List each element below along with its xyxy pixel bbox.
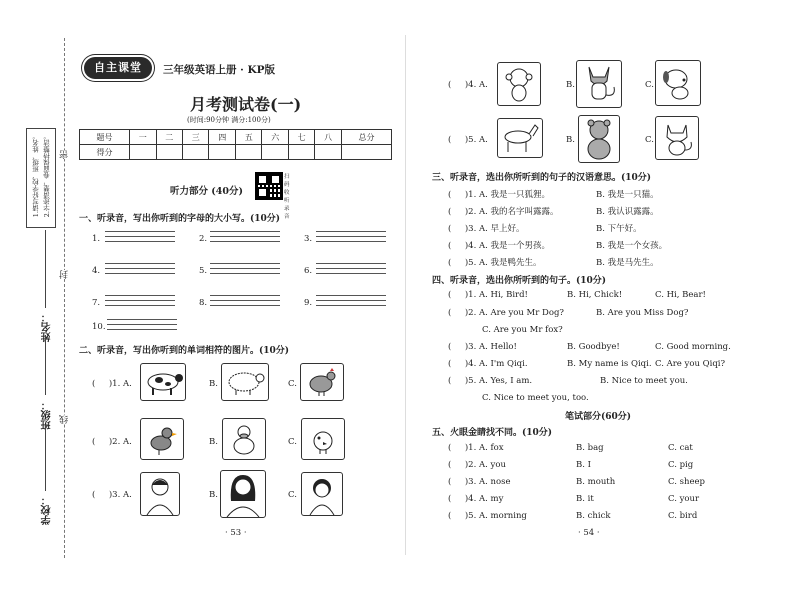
paren-close: ) bbox=[464, 494, 469, 504]
bear-drawing bbox=[579, 116, 619, 162]
s5-q4-b: B. it bbox=[576, 494, 594, 504]
s5-q2-c: C. pig bbox=[668, 460, 694, 470]
s2-q5-opt-b: B. bbox=[566, 135, 575, 145]
q1-writing-lines[interactable] bbox=[105, 231, 175, 246]
s3-q3-b: B. 下午好。 bbox=[596, 224, 642, 234]
paren-open: ( bbox=[448, 511, 452, 521]
s4-q3-a: Hello! bbox=[490, 342, 517, 352]
s4-q4-paren[interactable] bbox=[448, 359, 528, 369]
score-input[interactable] bbox=[288, 145, 314, 160]
section2-title: 二、听录音，写出你听到的单词相符的图片。(10分) bbox=[79, 346, 290, 356]
q8-writing-lines[interactable] bbox=[210, 295, 280, 310]
s5-q5-a: 5. A. morning bbox=[468, 511, 527, 521]
s2-q2-opt-b: B. bbox=[209, 437, 218, 447]
score-input[interactable] bbox=[341, 145, 391, 160]
qr-caption bbox=[284, 173, 292, 221]
chick-icon[interactable] bbox=[301, 418, 345, 460]
seal-char-3: 线 bbox=[60, 415, 70, 424]
q3-writing-lines[interactable] bbox=[316, 231, 386, 246]
paren-close: ) bbox=[464, 460, 469, 470]
s3-q3-paren[interactable] bbox=[448, 222, 525, 234]
s5-q5-c: C. bird bbox=[668, 511, 698, 521]
q9-number: 9. bbox=[304, 298, 313, 308]
qr-corner bbox=[257, 187, 268, 198]
s5-q4-c: C. your bbox=[668, 494, 700, 504]
score-cell: 二 bbox=[156, 130, 182, 145]
school-label: 学校： bbox=[42, 495, 53, 525]
s4-q5-b: B. Nice to meet you. bbox=[600, 376, 688, 386]
q10-number: 10. bbox=[92, 322, 106, 332]
s2-q4-paren[interactable] bbox=[448, 80, 488, 90]
s2-q3-paren[interactable] bbox=[92, 490, 132, 500]
s5-q1-a: 1. A. fox bbox=[468, 443, 504, 453]
q8-number: 8. bbox=[199, 298, 208, 308]
s5-q3-a: 3. A. nose bbox=[468, 477, 511, 487]
s3-q5-paren[interactable] bbox=[448, 256, 542, 268]
listening-header: 听力部分 (40分) bbox=[170, 186, 244, 197]
paren-close: ) bbox=[464, 308, 469, 318]
s4-q2-num: 2. A. bbox=[468, 308, 488, 318]
s2-q2-num: 2. A. bbox=[112, 437, 132, 447]
paren-open: ( bbox=[92, 379, 96, 389]
qr-corner bbox=[257, 174, 268, 185]
page-divider bbox=[405, 35, 406, 555]
score-input[interactable] bbox=[130, 145, 156, 160]
notice-line-1: 1.请写好学校、班级、姓名。 bbox=[32, 133, 40, 218]
s5-q5-b: B. chick bbox=[576, 511, 611, 521]
paren-open: ( bbox=[448, 308, 452, 318]
seal-char-2: 封 bbox=[60, 270, 70, 279]
score-cell: 总分 bbox=[341, 130, 391, 145]
q7-writing-lines[interactable] bbox=[105, 295, 175, 310]
seal-line bbox=[64, 38, 65, 558]
paren-open: ( bbox=[448, 80, 452, 90]
s3-q1-paren[interactable] bbox=[448, 188, 550, 200]
paren-close: ) bbox=[464, 511, 469, 521]
s3-q4-num: 4. A. bbox=[468, 241, 488, 251]
paren-close: ) bbox=[464, 190, 469, 200]
seal-char-1: 密 bbox=[60, 150, 70, 159]
s2-q4-num: 4. A. bbox=[468, 80, 488, 90]
s2-q5-opt-c: C. bbox=[645, 135, 654, 145]
qr-code-icon[interactable] bbox=[255, 172, 283, 200]
paren-close: ) bbox=[464, 290, 469, 300]
score-cell: 六 bbox=[262, 130, 288, 145]
paren-close: ) bbox=[464, 80, 469, 90]
s4-q4-a: I'm Qiqi. bbox=[490, 359, 528, 369]
paren-close: ) bbox=[464, 207, 469, 217]
score-table-header-row bbox=[80, 130, 392, 145]
paren-open: ( bbox=[448, 290, 452, 300]
s4-q1-a: Hi, Bird! bbox=[490, 290, 528, 300]
s5-q1-c: C. cat bbox=[668, 443, 693, 453]
s3-q4-a: 我是一个男孩。 bbox=[490, 241, 551, 251]
s3-q5-num: 5. A. bbox=[468, 258, 488, 268]
s3-q2-num: 2. A. bbox=[468, 207, 488, 217]
s4-q1-paren[interactable] bbox=[448, 290, 528, 300]
score-table-score-row bbox=[80, 145, 392, 160]
q4-number: 4. bbox=[92, 266, 101, 276]
s3-q5-a: 我是鸭先生。 bbox=[490, 258, 542, 268]
woman-icon[interactable] bbox=[220, 470, 266, 518]
s3-q5-b: B. 我是马先生。 bbox=[596, 258, 659, 268]
paren-close: ) bbox=[464, 241, 469, 251]
score-input[interactable] bbox=[183, 145, 209, 160]
q2-writing-lines[interactable] bbox=[210, 231, 280, 246]
s4-q4-c: C. Are you Qiqi? bbox=[655, 359, 726, 369]
notice-box bbox=[26, 128, 56, 228]
sheep-icon[interactable] bbox=[221, 363, 269, 401]
paren-close: ) bbox=[464, 258, 469, 268]
class-label: 班级： bbox=[42, 400, 53, 430]
paren-open: ( bbox=[448, 207, 452, 217]
s5-q4-a: 4. A. my bbox=[468, 494, 504, 504]
hen-drawing bbox=[301, 364, 343, 400]
s2-q1-opt-c: C. bbox=[288, 379, 297, 389]
q6-number: 6. bbox=[304, 266, 313, 276]
s2-q5-num: 5. A. bbox=[468, 135, 488, 145]
boy-icon[interactable] bbox=[140, 472, 180, 516]
paren-close: ) bbox=[108, 437, 113, 447]
s2-q1-num: 1. A. bbox=[112, 379, 132, 389]
s2-q1-paren[interactable] bbox=[92, 379, 132, 389]
name-field[interactable] bbox=[45, 230, 46, 308]
paren-open: ( bbox=[448, 359, 452, 369]
paren-open: ( bbox=[448, 224, 452, 234]
qr-corner bbox=[270, 174, 281, 185]
s2-q2-opt-c: C. bbox=[288, 437, 297, 447]
score-cell: 一 bbox=[130, 130, 156, 145]
sheep-drawing bbox=[222, 364, 268, 400]
series-title: 三年级英语上册 · KP版 bbox=[163, 64, 275, 76]
cow-icon[interactable] bbox=[140, 363, 186, 401]
paren-open: ( bbox=[448, 258, 452, 268]
paren-close: ) bbox=[464, 224, 469, 234]
paren-open: ( bbox=[92, 437, 96, 447]
monkey-drawing bbox=[498, 63, 540, 105]
s5-q3-c: C. sheep bbox=[668, 477, 705, 487]
monkey-icon[interactable] bbox=[497, 62, 541, 106]
score-table bbox=[79, 129, 392, 160]
section3-title: 三、听录音，选出你所听到的句子的汉语意思。(10分) bbox=[432, 173, 652, 183]
s2-q2-paren[interactable] bbox=[92, 437, 132, 447]
q4-writing-lines[interactable] bbox=[105, 263, 175, 278]
s3-q4-paren[interactable] bbox=[448, 239, 550, 251]
s4-q2-b: B. Are you Miss Dog? bbox=[596, 308, 689, 318]
paren-open: ( bbox=[448, 376, 452, 386]
paren-close: ) bbox=[464, 376, 469, 386]
s4-q1-c: C. Hi, Bear! bbox=[655, 290, 706, 300]
s3-q3-a: 早上好。 bbox=[490, 224, 525, 234]
q5-number: 5. bbox=[199, 266, 208, 276]
s5-q3-paren[interactable] bbox=[448, 477, 511, 487]
s5-q2-b: B. I bbox=[576, 460, 592, 470]
brand-logo: 自主课堂 bbox=[84, 57, 152, 79]
s3-q1-a: 我是一只狐狸。 bbox=[490, 190, 551, 200]
score-cell: 五 bbox=[235, 130, 261, 145]
s5-q3-b: B. mouth bbox=[576, 477, 616, 487]
s5-q2-a: 2. A. you bbox=[468, 460, 506, 470]
s4-q5-a: Yes, I am. bbox=[490, 376, 533, 386]
s5-q2-paren[interactable] bbox=[448, 460, 506, 470]
section1-title: 一、听录音，写出你听到的字母的大小写。(10分) bbox=[79, 214, 281, 224]
s2-q5-paren[interactable] bbox=[448, 135, 488, 145]
exam-subtitle: (时间:90分钟 满分:100分) bbox=[187, 116, 271, 124]
s4-q5-num: 5. A. bbox=[468, 376, 488, 386]
cow-drawing bbox=[141, 364, 185, 400]
paren-close: ) bbox=[464, 477, 469, 487]
score-cell: 三 bbox=[183, 130, 209, 145]
paren-close: ) bbox=[464, 342, 469, 352]
s4-q3-c: C. Good morning. bbox=[655, 342, 731, 352]
girl-icon[interactable] bbox=[301, 472, 343, 516]
paren-open: ( bbox=[448, 443, 452, 453]
paren-open: ( bbox=[448, 477, 452, 487]
s5-q1-b: B. bag bbox=[576, 443, 604, 453]
s4-q5-paren[interactable] bbox=[448, 376, 532, 386]
s4-q4-b: B. My name is Qiqi. bbox=[567, 359, 652, 369]
chick-drawing bbox=[302, 419, 344, 459]
section4-title: 四、听录音，选出你所听到的句子。(10分) bbox=[432, 276, 607, 286]
horse-icon[interactable] bbox=[497, 118, 543, 158]
s2-q1-opt-b: B. bbox=[209, 379, 218, 389]
score-input[interactable] bbox=[156, 145, 182, 160]
section5-title: 五、火眼金睛找不同。(10分) bbox=[432, 428, 553, 438]
hen-icon[interactable] bbox=[300, 363, 344, 401]
page-number-right: · 54 · bbox=[578, 528, 600, 538]
qr-caption-line: 扫码 bbox=[284, 174, 290, 188]
bear-icon[interactable] bbox=[578, 115, 620, 163]
fox-drawing bbox=[577, 61, 621, 107]
s3-q1-b: B. 我是一只猫。 bbox=[596, 190, 659, 200]
paren-close: ) bbox=[464, 135, 469, 145]
written-header: 笔试部分(60分) bbox=[565, 412, 632, 422]
s3-q2-a: 我的名字叫露露。 bbox=[490, 207, 559, 217]
s2-q4-opt-b: B. bbox=[566, 80, 575, 90]
bird-drawing bbox=[141, 419, 183, 459]
bird-icon[interactable] bbox=[140, 418, 184, 460]
score-cell: 八 bbox=[315, 130, 341, 145]
s2-q3-opt-b: B. bbox=[209, 490, 218, 500]
s4-q5-c: C. Nice to meet you, too. bbox=[482, 393, 589, 403]
s5-q1-paren[interactable] bbox=[448, 443, 504, 453]
girl-drawing bbox=[302, 473, 342, 515]
notice-line-2: 2.字迹清楚，卷面保持整洁。 bbox=[43, 133, 51, 218]
s2-q3-num: 3. A. bbox=[112, 490, 132, 500]
qr-caption-line: 收听 bbox=[284, 190, 290, 204]
q9-writing-lines[interactable] bbox=[316, 295, 386, 310]
paren-open: ( bbox=[92, 490, 96, 500]
s4-q2-c: C. Are you Mr fox? bbox=[482, 325, 563, 335]
q10-writing-lines[interactable] bbox=[107, 319, 177, 334]
fox-icon[interactable] bbox=[576, 60, 622, 108]
q7-number: 7. bbox=[92, 298, 101, 308]
score-cell: 四 bbox=[209, 130, 235, 145]
qr-caption-line: 录音 bbox=[284, 206, 290, 220]
q6-writing-lines[interactable] bbox=[316, 263, 386, 278]
class-field[interactable] bbox=[45, 335, 46, 395]
paren-open: ( bbox=[448, 342, 452, 352]
dog-drawing bbox=[656, 61, 700, 105]
score-cell: 七 bbox=[288, 130, 314, 145]
s3-q1-num: 1. A. bbox=[468, 190, 488, 200]
s3-q2-b: B. 我认识露露。 bbox=[596, 207, 659, 217]
paren-close: ) bbox=[108, 379, 113, 389]
binding-strip bbox=[0, 0, 70, 592]
s5-q4-paren[interactable] bbox=[448, 494, 503, 504]
s4-q3-num: 3. A. bbox=[468, 342, 488, 352]
school-field[interactable] bbox=[45, 425, 46, 491]
s2-q3-opt-c: C. bbox=[288, 490, 297, 500]
s5-q5-paren[interactable] bbox=[448, 511, 527, 521]
s3-q4-b: B. 我是一个女孩。 bbox=[596, 241, 668, 251]
name-label: 姓名： bbox=[42, 312, 53, 342]
score-input[interactable] bbox=[315, 145, 341, 160]
score-input[interactable] bbox=[209, 145, 235, 160]
s3-q2-paren[interactable] bbox=[448, 205, 559, 217]
q2-number: 2. bbox=[199, 234, 208, 244]
paren-open: ( bbox=[448, 460, 452, 470]
page-number-left: · 53 · bbox=[225, 528, 247, 538]
q3-number: 3. bbox=[304, 234, 313, 244]
woman-drawing bbox=[221, 471, 265, 517]
paren-open: ( bbox=[448, 494, 452, 504]
duck-drawing bbox=[223, 419, 265, 459]
score-cell: 题号 bbox=[80, 130, 130, 145]
q5-writing-lines[interactable] bbox=[210, 263, 280, 278]
s2-q4-opt-c: C. bbox=[645, 80, 654, 90]
q1-number: 1. bbox=[92, 234, 101, 244]
duck-icon[interactable] bbox=[222, 418, 266, 460]
score-input[interactable] bbox=[235, 145, 261, 160]
paren-open: ( bbox=[448, 135, 452, 145]
cat-icon[interactable] bbox=[655, 116, 699, 160]
s4-q3-paren[interactable] bbox=[448, 342, 517, 352]
paren-close: ) bbox=[464, 443, 469, 453]
dog-icon[interactable] bbox=[655, 60, 701, 106]
cat-drawing bbox=[656, 117, 698, 159]
s4-q1-b: B. Hi, Chick! bbox=[567, 290, 623, 300]
paren-open: ( bbox=[448, 190, 452, 200]
horse-drawing bbox=[498, 119, 542, 157]
s4-q1-num: 1. A. bbox=[468, 290, 488, 300]
score-input[interactable] bbox=[262, 145, 288, 160]
paren-open: ( bbox=[448, 241, 452, 251]
s4-q2-paren[interactable] bbox=[448, 308, 564, 318]
s4-q4-num: 4. A. bbox=[468, 359, 488, 369]
s3-q3-num: 3. A. bbox=[468, 224, 488, 234]
paren-close: ) bbox=[108, 490, 113, 500]
paren-close: ) bbox=[464, 359, 469, 369]
s4-q3-b: B. Goodbye! bbox=[567, 342, 620, 352]
s4-q2-a: Are you Mr Dog? bbox=[490, 308, 564, 318]
boy-drawing bbox=[141, 473, 179, 515]
score-cell: 得分 bbox=[80, 145, 130, 160]
page-title: 月考测试卷(一) bbox=[190, 95, 302, 114]
